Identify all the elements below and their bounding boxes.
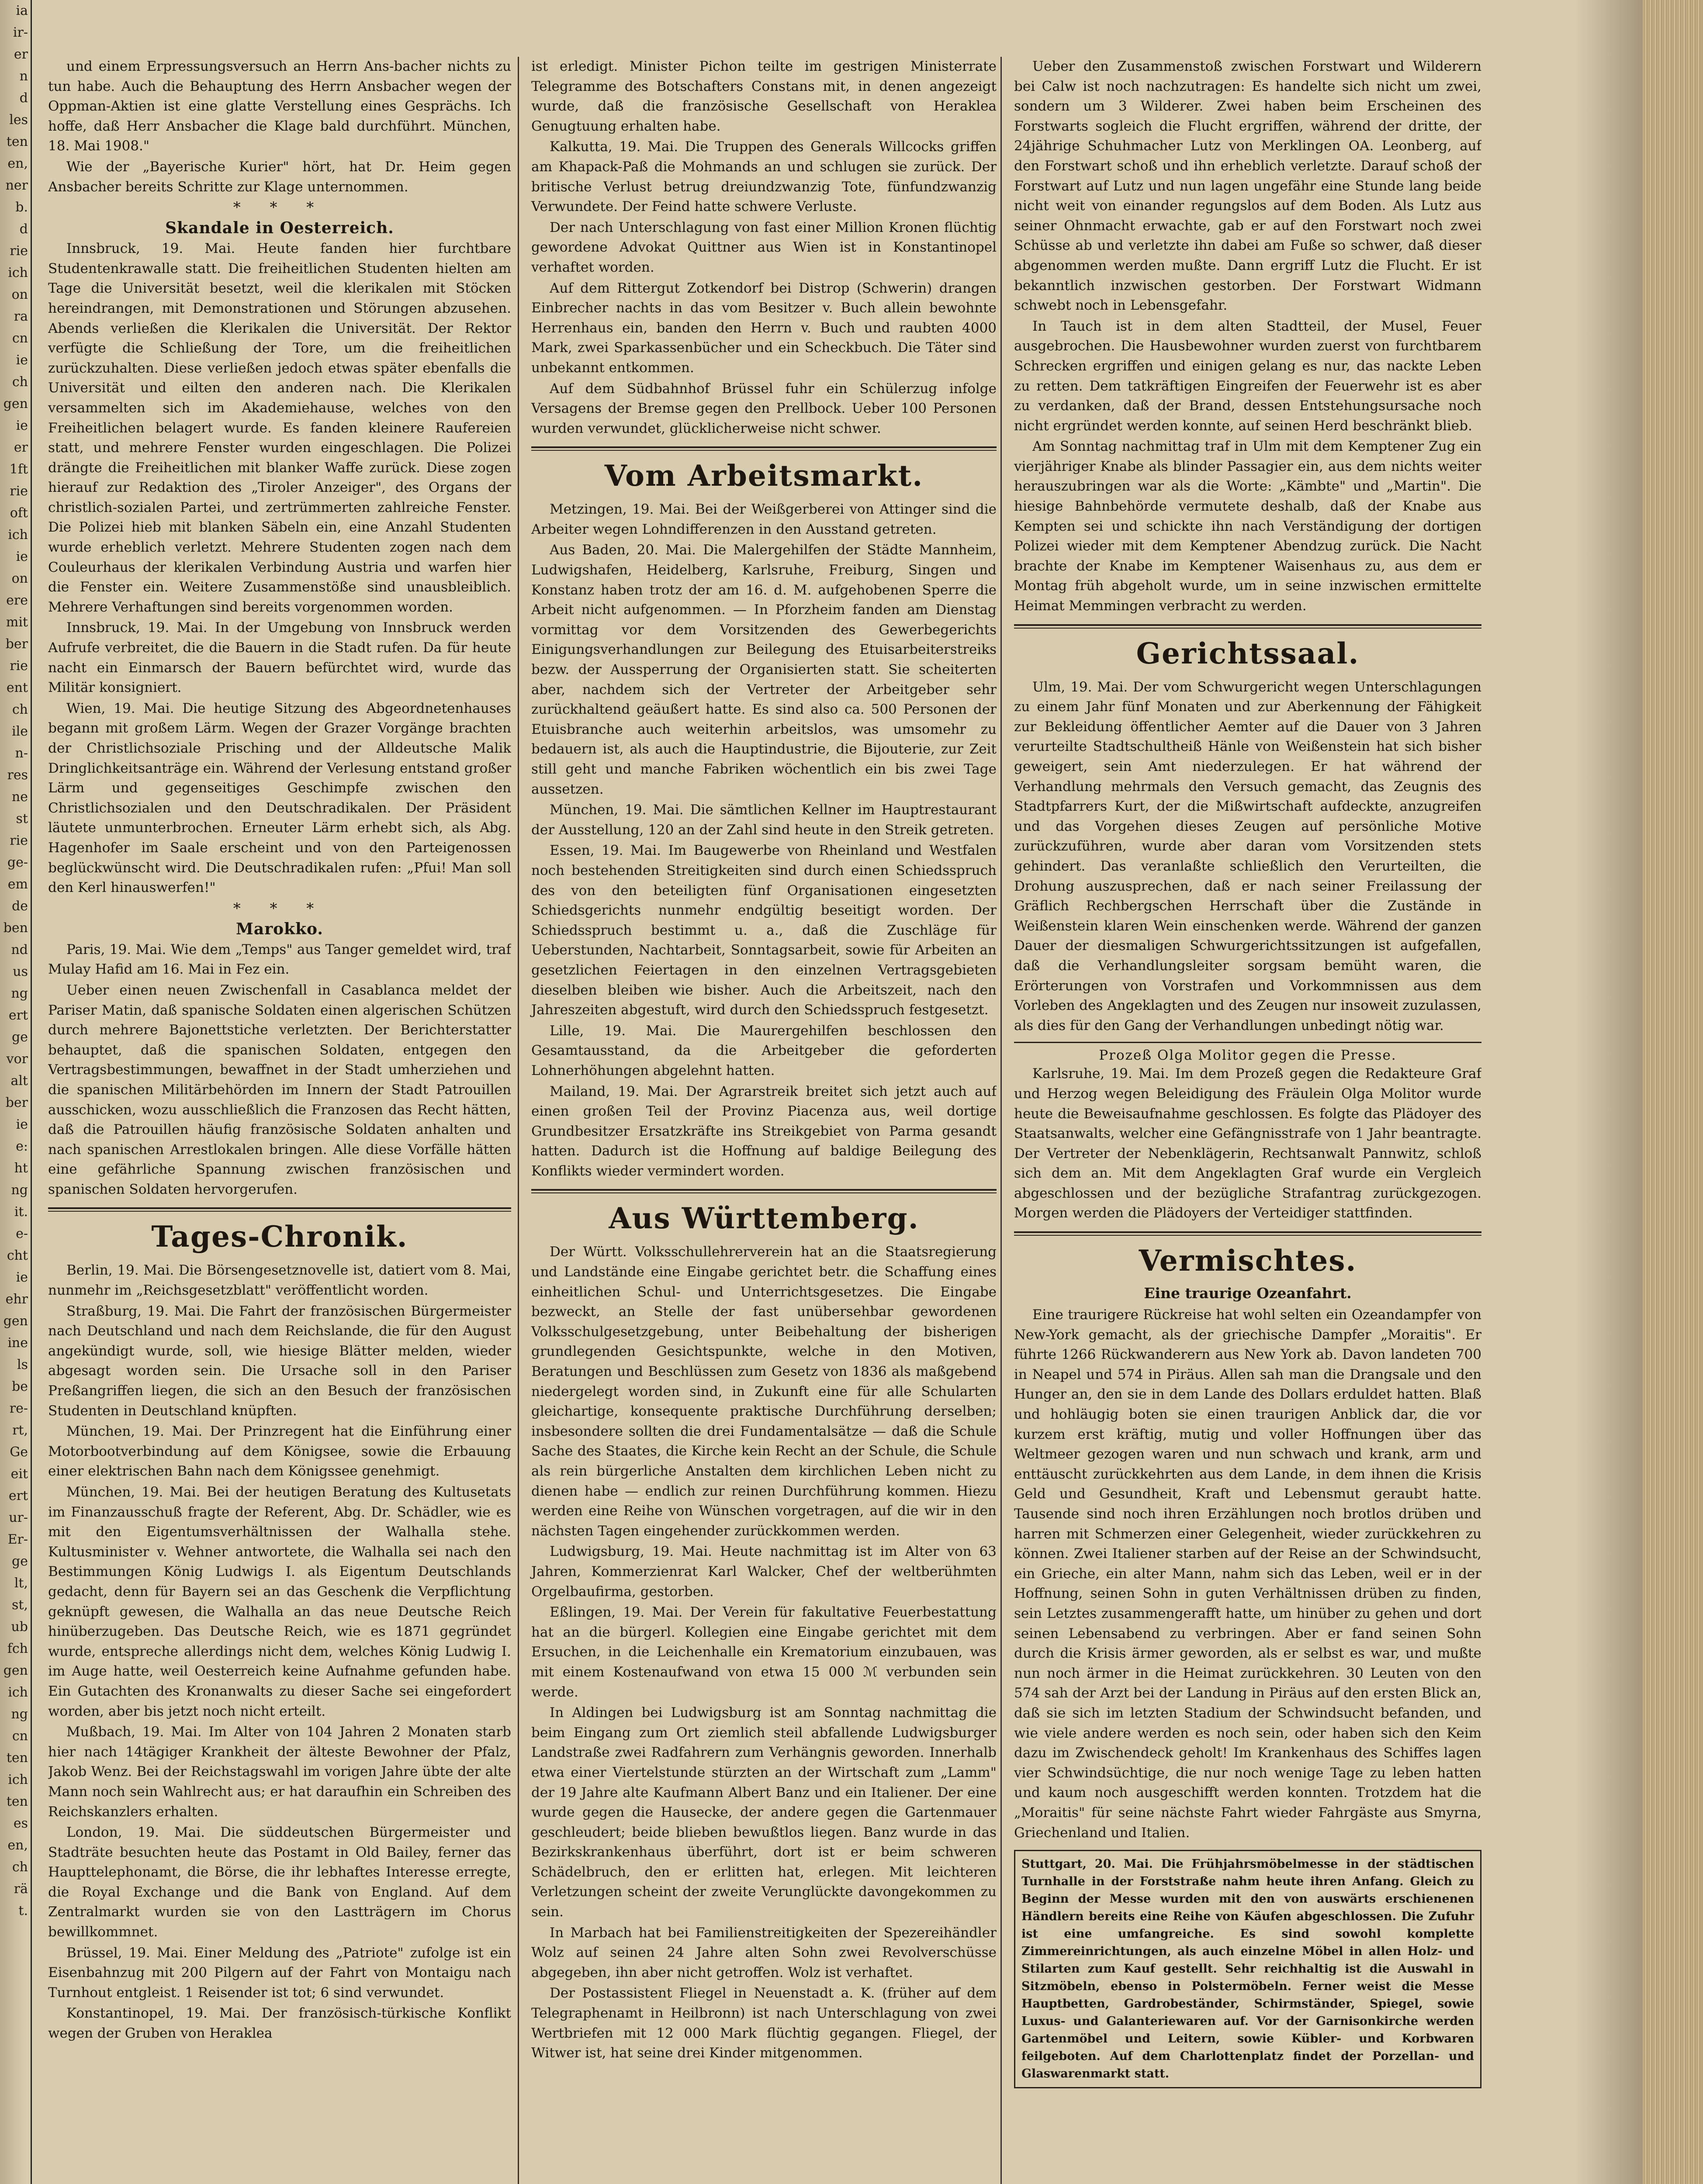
column-1 xyxy=(48,57,511,2184)
previous-column-fragment: re- xyxy=(9,1401,28,1416)
previous-column-fragment: ge xyxy=(12,1554,28,1569)
heading-marokko: Marokko. xyxy=(236,919,323,938)
previous-column-fragment: ch xyxy=(12,374,28,390)
previous-column-fragment: rie xyxy=(10,243,28,259)
paragraph: Mailand, 19. Mai. Der Agrarstreik breitet sich jetzt auch auf einen großen Teil der Provinz Piacenza aus, weil dortige Grundbesitzer Ersatzkräfte ins Streikgebiet von Parma gesandt hatten. Dadurch ist die Hoffnung auf baldige Beilegung des Konflikts wieder vermindert worden. xyxy=(531,1083,997,1179)
section-title-arbeitsmarkt: Vom Arbeitsmarkt. xyxy=(604,459,924,493)
notice-box-moebelmesse: Stuttgart, 20. Mai. Die Frühjahrsmöbelmesse in der städtischen Turnhalle in der Forststraße nahm heute ihren Anfang. Gleich zu Beginn der Messe wurden mit den von auswärts erschienenen Händlern bereits eine Reihe von Käufen abgeschlossen. Die Zufuhr ist eine umfangreiche. Es sind sowohl komplette Zimmereinrichtungen, als auch einzelne Möbel in allen Holz- und Stilarten zum Kauf gestellt. Sehr reichhaltig ist die Auswahl in Sitzmöbeln, ebenso in Polstermöbeln. Ferner weist die Messe Hauptbetten, Gardrobeständer, Schirmständer, Spiegel, sowie Luxus- und Galanteriewaren auf. Vor der Garnisonkirche werden Gartenmöbel und Leitern, sowie Kübler- und Korbwaren feilgeboten. Auf dem Charlottenplatz findet der Porzellan- und Glaswarenmarkt statt. xyxy=(1014,1850,1481,2088)
previous-column-fragment: ehr xyxy=(5,1292,28,1307)
previous-column-fragment: gen xyxy=(3,1313,28,1329)
previous-column-fragment: rie xyxy=(10,484,28,499)
previous-column-fragment: ich xyxy=(8,1685,28,1700)
previous-column-fragment: nd xyxy=(11,942,28,957)
previous-column-fragment: ne xyxy=(11,789,28,805)
previous-column-fragment: 1ft xyxy=(9,462,28,477)
previous-column-fragment: n- xyxy=(15,746,28,761)
previous-column-fragment: ir- xyxy=(13,25,28,40)
book-page-edges xyxy=(1643,0,1703,2184)
previous-column-fragment: d xyxy=(19,221,28,237)
section-rule xyxy=(531,446,997,451)
previous-column-fragment: ner xyxy=(5,178,28,193)
previous-column-fragment: ng xyxy=(11,1182,28,1198)
previous-column-fragment: ert xyxy=(8,1008,28,1023)
paragraph: Der Postassistent Fliegel in Neuenstadt a. K. (früher auf dem Telegraphenamt in Heilbronn) ist nach Unterschlagung von zwei Wertbriefen mit 12 000 Mark flüchtig gegangen. Fliegel, der Witwer ist, hat seine drei Kinder mitgenommen. xyxy=(531,1985,997,2061)
previous-column-fragment: er xyxy=(14,440,28,455)
section-title-wuerttemberg: Aus Württemberg. xyxy=(609,1201,919,1236)
previous-column-fragment: n xyxy=(19,69,28,84)
paragraph: Kalkutta, 19. Mai. Die Truppen des Generals Willcocks griffen am Khapack-Paß die Mohmands an und schlugen sie zurück. Der britische Verlust betrug dreiundzwanzig Tote, fünfundzwanzig Verwundete. Der Feind hatte schwere Verluste. xyxy=(531,139,997,215)
paragraph: Straßburg, 19. Mai. Die Fahrt der französischen Bürgermeister nach Deutschland und nach dem Reichslande, die für den August angekündigt wurde, soll, wie hiesige Blätter melden, wieder abgesagt worden sein. Die Ursache soll in den Pariser Preßangriffen liegen, die sich an den Besuch der französischen Studenten in Deutschland knüpften. xyxy=(48,1303,511,1419)
paragraph: Innsbruck, 19. Mai. Heute fanden hier furchtbare Studentenkrawalle statt. Die freiheitlichen Studenten hielten am Tage die Universität besetzt, weil die klerikalen mit Stöcken hereindrangen, mit Demonstrationen und Störungen abzusehen. Abends verließen die Klerikalen die Universität. Der Rektor verfügte die Schließung der Tore, um die freiheitlichen zurückzuhalten. Diese verließen jedoch etwas später ebenfalls die Universität und eilten den anderen nach. Die Klerikalen versammelten sich im Akademiehause, welches von den Freiheitlichen belagert wurde. Es fanden kleinere Raufereien statt, und mehrere Fenster wurden eingeschlagen. Die Polizei drängte die Freiheitlichen mit blanker Waffe zurück. Diese zogen hierauf zur Redaktion des „Tiroler Anzeiger", des Organs der christlich-sozialen Partei, und zertrümmerten zahlreiche Fenster. Die Polizei hieb mit blanken Säbeln ein, eine Anzahl Studenten wurde erheblich verletzt. Mehrere Studenten zogen nach dem Couleurhaus der klerikalen Verbindung Austria und warfen hier die Fenster ein. Weitere Zusammenstöße sind unausbleiblich. Mehrere Verhaftungen sind bereits vorgenommen worden. xyxy=(48,241,511,615)
previous-column-fragment: Er- xyxy=(7,1532,28,1547)
paragraph: Essen, 19. Mai. Im Baugewerbe von Rheinland und Westfalen noch bestehenden Streitigkeiten sind durch einen Schiedsspruch des von den beteiligten fünf Organisationen eingesetzten Schiedsgerichts nunmehr endgültig beseitigt worden. Der Schiedsspruch bestimmt u. a., daß die Zuschläge für Ueberstunden, Nachtarbeit, Sonntagsarbeit, sowie für Arbeiten an gesetzlichen Feiertagen in den einzelnen Vertragsgebieten dieselben bleiben wie bisher. Auch die Arbeitszeit, nach den Jahreszeiten abgestuft, wird durch den Schiedsspruch festgesetzt. xyxy=(531,843,997,1018)
section-rule xyxy=(1014,1231,1481,1236)
paragraph: Berlin, 19. Mai. Die Börsengesetznovelle ist, datiert vom 8. Mai, nunmehr im „Reichsgesetzblatt" veröffentlicht worden. xyxy=(48,1262,511,1299)
paragraph: Ueber einen neuen Zwischenfall in Casablanca meldet der Pariser Matin, daß spanische Soldaten einen algerischen Schützen durch mehrere Bajonettstiche verletzten. Der Berichterstatter behauptet, daß die spanischen Soldaten, entgegen den Vertragsbestimmungen, bewaffnet in der Stadt umherziehen und die spanischen Militärbehörden im Innern der Stadt Patrouillen ausschicken, wozu ausschließlich die Franzosen das Recht hätten, daß die Patrouillen häufig französische Soldaten anhalten und nach spanischen Arrestlokalen bringen. Alle diese Vorfälle hätten eine gefährliche Spannung zwischen französischen und spanischen Soldaten hervorgerufen. xyxy=(48,982,511,1197)
paragraph: Mußbach, 19. Mai. Im Alter von 104 Jahren 2 Monaten starb hier nach 14tägiger Krankheit der älteste Bewohner der Pfalz, Jakob Wenz. Bei der Reichstagswahl im vorigen Jahre übte der alte Mann noch sein Wahlrecht aus; er hat daraufhin ein Schreiben des Reichskanzlers erhalten. xyxy=(48,1724,511,1820)
previous-column-fragment: ht xyxy=(14,1161,28,1176)
previous-column-fragment: ten xyxy=(6,134,28,149)
previous-column-fragment: Ge xyxy=(10,1444,28,1460)
paragraph: In Marbach hat bei Familienstreitigkeiten der Spezereihändler Wolz auf seinen 24 Jahre alten Sohn zwei Revolverschüsse abgegeben, ihn aber nicht getroffen. Wolz ist verhaftet. xyxy=(531,1925,997,1980)
previous-column-fragment: gen xyxy=(3,396,28,411)
paragraph: Am Sonntag nachmittag traf in Ulm mit dem Kemptener Zug ein vierjähriger Knabe als blinder Passagier ein, aus dem nichts weiter herauszubringen war als die Worte: „Kämbte" und „Martin". Die hiesige Bahnbehörde vermutete deshalb, daß der Knabe aus Kempten sei und schickte ihn nach Verständigung der dortigen Polizei wieder mit dem Kemptener Abendzug zurück. Die Nacht brachte der Knabe im Kemptener Waisenhaus zu, aus dem er Montag früh abgeholt wurde, um in seine inzwischen ermittelte Heimat Memmingen verbracht zu werden. xyxy=(1014,439,1481,614)
previous-column-fragment: ten xyxy=(6,1750,28,1766)
previous-column-fragment: er xyxy=(14,47,28,62)
paragraph: München, 19. Mai. Die sämtlichen Kellner im Hauptrestaurant der Ausstellung, 120 an der Zahl sind heute in den Streik getreten. xyxy=(531,802,997,838)
previous-column-fragment: ie xyxy=(16,1117,28,1132)
previous-column-fragment: ra xyxy=(14,309,28,324)
previous-column-fragment: em xyxy=(7,877,28,892)
paragraph: München, 19. Mai. Der Prinzregent hat die Einführung einer Motorbootverbindung auf dem Königsee, sowie die Erbauung einer elektrischen Bahn nach dem Königssee genehmigt. xyxy=(48,1424,511,1479)
previous-column-fragment: ten xyxy=(6,1794,28,1809)
previous-column-fragment: vor xyxy=(6,1051,28,1067)
paragraph: In Aldingen bei Ludwigsburg ist am Sonntag nachmittag die beim Eingang zum Ort ziemlich steil abfallende Ludwigsburger Landstraße zwei Radfahrern zum Verhängnis geworden. Innerhalb etwa einer Viertelstunde stürzten an der Wirtschaft zum „Lamm" der 19 Jahre alte Kaufmann Albert Banz und ein Italiener. Der eine wurde gegen die Hausecke, der andere gegen die Gartenmauer geschleudert; beide blieben bewußtlos liegen. Banz wurde in das Bezirkskrankenhaus überführt, dort ist er beim schweren Schädelbruch, den er erlitten hat, erlegen. Mit leichteren Verletzungen scheint der zweite Verunglückte davongekommen zu sein. xyxy=(531,1705,997,1920)
previous-page-column xyxy=(0,0,32,2184)
previous-column-fragment: de xyxy=(12,898,28,914)
column-3 xyxy=(1000,57,1481,2184)
paragraph: Ueber den Zusammenstoß zwischen Forstwart und Wilderern bei Calw ist noch nachzutragen: Es handelte sich nicht um zwei, sondern um 3 Wilderer. Zwei haben beim Erscheinen des Forstwarts sogleich die Flucht ergriffen, während der dritte, der 24jährige Schuhmacher Lutz von Merklingen OA. Leonberg, auf den Forstwart schoß und ihn erheblich verletzte. Darauf schoß der Forstwart auf Lutz und nun lagen ungefähr eine Stunde lang beide nicht weit von einander regungslos auf dem Boden. Als Lutz aus seiner Ohnmacht erwachte, gab er auf den Forstwart noch zwei Schüsse ab und verletzte ihn dabei am Fuße so schwer, daß dieser abgenommen werden mußte. Dann ergriff Lutz die Flucht. Er ist bekanntlich inzwischen gestorben. Der Forstwart Widmann schwebt noch in Lebensgefahr. xyxy=(1014,59,1481,314)
previous-column-fragment: mit xyxy=(6,615,28,630)
previous-column-fragment: t. xyxy=(18,1903,28,1918)
paragraph: Karlsruhe, 19. Mai. Im dem Prozeß gegen die Redakteure Graf und Herzog wegen Beleidigung des Fräulein Olga Molitor wurde heute die Beweisaufnahme geschlossen. Es folgte das Plädoyer des Staatsanwalts, welcher eine Gefängnisstrafe von 1 Jahr beantragte. Der Vertreter der Nebenklägerin, Rechtsanwalt Pannwitz, schloß sich dem an. Mit dem Angeklagten Graf wurde ein Vergleich abgeschlossen und der bezügliche Strafantrag zurückgezogen. Morgen werden die Plädoyers der Verteidiger stattfinden. xyxy=(1014,1066,1481,1221)
previous-column-fragment: b. xyxy=(15,200,28,215)
separator-stars: * * * xyxy=(233,199,326,217)
previous-column-fragment: on xyxy=(11,287,28,302)
previous-column-fragment: ch xyxy=(12,702,28,717)
paragraph: Aus Baden, 20. Mai. Die Malergehilfen der Städte Mannheim, Ludwigshafen, Heidelberg, Karlsruhe, Freiburg, Singen und Konstanz haben trotz der am 16. d. M. aufgehobenen Sperre die Arbeit nicht aufgenommen. — In Pforzheim fanden am Dienstag vormittag vor dem Vorsitzenden des Gewerbegerichts Einigungsverhandlungen zur Beilegung des Etuisarbeiterstreiks bezw. der Aussperrung der Organisierten statt. Sie scheiterten aber, nachdem sich der Vertreter der Arbeitgeber sehr zurückhaltend geäußert hatte. Es sind also ca. 500 Personen der Etuisbranche auch weiterhin arbeitslos, was umsomehr zu bedauern ist, als auch die Hauptindustrie, die Bijouterie, zur Zeit still geht und manche Fabriken wöchentlich ein bis zwei Tage aussetzen. xyxy=(531,542,997,797)
section-rule xyxy=(48,1207,511,1212)
previous-column-fragment: cht xyxy=(7,1248,28,1263)
previous-column-fragment: be xyxy=(12,1379,28,1394)
previous-column-fragment: ng xyxy=(11,986,28,1001)
previous-column-fragment: oft xyxy=(10,505,28,521)
previous-column-fragment: ber xyxy=(5,1095,28,1110)
section-rule xyxy=(531,1189,997,1193)
paragraph: Brüssel, 19. Mai. Einer Meldung des „Patriote" zufolge ist ein Eisenbahnzug mit 200 Pilgern auf der Fahrt von Montaigu nach Turnhout entgleist. 1 Reisender ist tot; 6 sind verwundet. xyxy=(48,1945,511,2001)
paragraph: Auf dem Rittergut Zotkendorf bei Distrop (Schwerin) drangen Einbrecher nachts in das vom Besitzer v. Buch allein bewohnte Herrenhaus ein, banden den Herrn v. Buch und raubten 4000 Mark, zwei Sparkassenbücher und ein Scheckbuch. Die Täter sind unbekannt entkommen. xyxy=(531,280,997,376)
previous-column-fragment: ia xyxy=(16,3,28,18)
previous-column-fragment: les xyxy=(9,112,28,128)
paragraph: In Tauch ist in dem alten Stadtteil, der Musel, Feuer ausgebrochen. Die Hausbewohner wurden zuerst von furchtbarem Schrecken ergriffen und einigen gelang es nur, das nackte Leben zu retten. Dem tatkräftigen Eingreifen der Feuerwehr ist es aber zu verdanken, daß der Brand, dessen Entstehungsursache noch nicht ergründet werden konnte, auf seinen Herd beschränkt blieb. xyxy=(1014,318,1481,434)
previous-column-fragment: ge xyxy=(12,1030,28,1045)
section-title-tages-chronik: Tages-Chronik. xyxy=(151,1220,408,1254)
previous-column-fragment: eit xyxy=(10,1466,28,1482)
paragraph: Eßlingen, 19. Mai. Der Verein für fakultative Feuerbestattung hat an die bürgerl. Kollegien eine Eingabe gerichtet mit dem Ersuchen, in die Leichenhalle ein Krematorium einzubauen, was mit einem Kostenaufwand von etwa 15 000 ℳ verbunden sein werde. xyxy=(531,1604,997,1700)
divider xyxy=(1014,1042,1481,1043)
paragraph: London, 19. Mai. Die süddeutschen Bürgermeister und Stadträte besuchten heute das Postamt in Old Bailey, ferner das Haupttelephonamt, die Börse, die ihr lebhaftes Interesse erregte, die Royal Exchange und die Bank von England. Auf dem Zentralmarkt wurden sie von den Lastträgern im Chorus bewillkommnet. xyxy=(48,1825,511,1940)
previous-column-fragment: ent xyxy=(6,680,28,695)
previous-column-fragment: ng xyxy=(11,1707,28,1722)
paragraph: Lille, 19. Mai. Die Maurergehilfen beschlossen den Gesamtausstand, da die Arbeitgeber die geforderten Lohnerhöhungen abgelehnt hatten. xyxy=(531,1023,997,1078)
paragraph: Konstantinopel, 19. Mai. Der französisch-türkische Konflikt wegen der Gruben von Heraklea xyxy=(48,2005,511,2042)
paragraph: Der nach Unterschlagung von fast einer Million Kronen flüchtig gewordene Advokat Quittner aus Wien ist in Konstantinopel verhaftet worden. xyxy=(531,219,997,275)
previous-column-fragment: gen xyxy=(3,1663,28,1678)
section-title-gerichtssaal: Gerichtssaal. xyxy=(1136,636,1360,670)
paragraph: Eine traurigere Rückreise hat wohl selten ein Ozeandampfer von New-York gemacht, als der griechische Dampfer „Moraitis". Er führte 1266 Rückwanderern aus New York ab. Davon landeten 700 in Neapel und 574 in Piräus. Allen sah man die Drangsale und den Hunger an, den sie in dem Lande des Dollars erduldet hatten. Blaß und hohläugig boten sie einen traurigen Anblick dar, die vor kurzem erst kräftig, mutig und voller Hoffnungen über das Weltmeer gezogen waren und nun schwach und krank, arm und enttäuscht zurückkehrten aus dem Lande, in dem ihnen die Krisis Geld und Gesundheit, Kraft und Lebensmut geraubt hatte. Tausende sind noch ihren Erzählungen noch brotlos drüben und harren mit Schmerzen einer Gelegenheit, wieder zurückkehren zu können. Zwei Italiener starben auf der Reise an der Schwindsucht, ein Grieche, ein alter Mann, nahm sich das Leben, weil er in der Hoffnung, seinen Sohn in guten Verhältnissen drüben zu finden, sein Letztes zusammengerafft hatte, um hinüber zu gehen und dort seinen Lebensabend zu verbringen. Aber er fand seinen Sohn durch die Krisis ärmer geworden, als er selbst es war, und mußte nun noch ärmer in die Heimat zurückkehren. 30 Leuten von den 574 sah der Arzt bei der Landung in Piräus auf den ersten Blick an, daß sie sich im letzten Stadium der Schwindsucht befanden, und wie viele andere werden es noch sein, oder haben sich den Keim dazu im Zwischendeck geholt! Im Krankenhaus des Schiffes lagen vier Schwindsüchtige, die nur noch wenige Tage zu leben hatten und kaum noch ausgeschifft werden konnten. Trotzdem hat die „Moraitis" für seine nächste Fahrt wieder Fahrgäste aus Smyrna, Griechenland und Italien. xyxy=(1014,1307,1481,1841)
column-2 xyxy=(518,57,997,2184)
previous-column-fragment: e- xyxy=(16,1226,28,1241)
previous-column-fragment: rie xyxy=(10,833,28,848)
paragraph: Ludwigsburg, 19. Mai. Heute nachmittag ist im Alter von 63 Jahren, Kommerzienrat Karl Walcker, Chef der weltberühmten Orgelbaufirma, gestorben. xyxy=(531,1544,997,1600)
previous-column-fragment: res xyxy=(7,767,28,783)
previous-column-fragment: cn xyxy=(12,1728,28,1744)
paragraph: München, 19. Mai. Bei der heutigen Beratung des Kultusetats im Finanzausschuß fragte der Referent, Abg. Dr. Schädler, wie es mit den Eigentumsverhältnissen der Walhalla stehe. Kultusminister v. Wehner antwortete, die Walhalla sei nach den Bestimmungen König Ludwigs I. als Eigentum Deutschlands gedacht, denn für Bayern sei an das Geschenk die Verpflichtung geknüpft gewesen, die Walhalla an das neue Deutsche Reich hinüberzugeben. Das Deutsche Reich, wie es 1871 gegründet wurde, entspreche allerdings nicht dem, welches König Ludwig I. im Auge hatte, weil Oesterreich keine Aufnahme gefunden habe. Ein Gutachten des Kronanwalts zu dieser Sache sei eingefordert worden, aber bis jetzt noch nicht erteilt. xyxy=(48,1484,511,1719)
previous-column-fragment: it. xyxy=(14,1204,28,1220)
previous-column-fragment: ch xyxy=(12,1859,28,1875)
previous-column-fragment: lt, xyxy=(14,1576,28,1591)
paragraph: Innsbruck, 19. Mai. In der Umgebung von Innsbruck werden Aufrufe verbreitet, die die Bauern in die Stadt rufen. Da für heute nacht ein Einmarsch der Bauern befürchtet wird, wurde das Militär konsigniert. xyxy=(48,620,511,696)
previous-column-fragment: ere xyxy=(6,593,28,608)
previous-column-fragment: cn xyxy=(12,331,28,346)
previous-column-fragment: en, xyxy=(7,156,28,171)
previous-column-fragment: rie xyxy=(10,658,28,674)
subheading-molitor: Prozeß Olga Molitor gegen die Presse. xyxy=(1099,1047,1397,1064)
subheading-ozeanfahrt: Eine traurige Ozeanfahrt. xyxy=(1144,1285,1352,1302)
previous-column-fragment: on xyxy=(11,571,28,586)
previous-column-fragment: ile xyxy=(12,724,28,739)
previous-column-fragment: ie xyxy=(16,418,28,433)
previous-column-fragment: ert xyxy=(8,1488,28,1503)
previous-column-fragment: fch xyxy=(7,1641,28,1656)
paragraph: Auf dem Südbahnhof Brüssel fuhr ein Schülerzug infolge Versagens der Bremse gegen den Prellbock. Ueber 100 Personen wurden verwundet, glücklicherweise nicht schwer. xyxy=(531,380,997,436)
previous-column-fragment: ls xyxy=(17,1357,28,1372)
previous-column-fragment: ur- xyxy=(9,1510,28,1525)
previous-column-fragment: ie xyxy=(16,352,28,368)
section-title-vermischtes: Vermischtes. xyxy=(1139,1244,1357,1278)
paragraph: Wie der „Bayerische Kurier" hört, hat Dr. Heim gegen Ansbacher bereits Schritte zur Klage unternommen. xyxy=(48,159,511,195)
previous-column-fragment: es xyxy=(13,1816,28,1831)
separator-stars: * * * xyxy=(233,899,326,917)
previous-column-fragment: ich xyxy=(8,527,28,543)
previous-column-fragment: st xyxy=(16,811,28,826)
previous-column-fragment: ich xyxy=(8,1772,28,1787)
paragraph: Der Württ. Volksschullehrerverein hat an die Staatsregierung und Landstände eine Eingabe gerichtet betr. die Schaffung eines einheitlichen Schul- und Unterrichtsgesetzes. Die Eingabe bezweckt, an Stelle der fast unübersehbar gewordenen Volksschulgesetzgebung, unter Beibehaltung der bisherigen grundlegenden Gesichtspunkte, welche in den Motiven, Beratungen und Beschlüssen zum Gesetz von 1836 als maßgebend niedergelegt worden sind, in Zukunft eine für alle Schularten gleichartige, konsequente praktische Durchführung derselben; insbesondere sollten die drei Fundamentalsätze — daß die Schule Sache des Staates, die Kirche kein Recht an der Schule, die Schule als rein bürgerliche Anstalten dem kirchlichen Leben nicht zu dienen habe — endlich zur reinen Durchführung kommen. Hiezu werden eine Reihe von Wünschen vorgetragen, auf die wir in den nächsten Tagen eingehender zurückkommen werden. xyxy=(531,1244,997,1539)
paragraph: Ulm, 19. Mai. Der vom Schwurgericht wegen Unterschlagungen zu einem Jahr fünf Monaten und zur Aberkennung der Fähigkeit zur Bekleidung öffentlicher Aemter auf die Dauer von 3 Jahren verurteilte Stadtschultheiß Hänle von Weißenstein hat sich bisher geweigert, sein Amt niederzulegen. Er hat während der Verhandlung mehrmals den Versuch gemacht, das Zeugnis des Stadtpfarrers Kurt, der die Mißwirtschaft aufdeckte, anzugreifen und das Vorgehen dieses Zeugen auf persönliche Motive zurückzuführen, wurde aber daran vom Vorsitzenden stets gehindert. Das veranlaßte schließlich den Verurteilten, die Drohung auszusprechen, daß er nach seiner Freilassung der Gräflich Rechbergschen Herrschaft über die Zustände in Weißenstein klaren Wein einschenken werde. Während der ganzen Dauer der diesmaligen Schwurgerichtssitzungen ist aufgefallen, daß die Verhandlungsleiter sorgsam bemüht waren, die Erörterungen von Vorstrafen und Vorkommnissen aus dem Vorleben des Angeklagten und des Zeugen nur insoweit zuzulassen, als dies für den Gang der Verhandlungen unbedingt nötig war. xyxy=(1014,679,1481,1033)
heading-skandale: Skandale in Oesterreich. xyxy=(165,219,394,238)
paragraph: und einem Erpressungsversuch an Herrn Ans-bacher nichts zu tun habe. Auch die Behauptung des Herrn Ansbacher wegen der Oppman-Aktien ist eine glatte Verstellung eines Gesprächs. Ich hoffe, daß Herr Ansbacher die Klage bald durchführt. München, 18. Mai 1908." xyxy=(48,59,511,154)
previous-column-fragment: st, xyxy=(12,1597,28,1613)
previous-column-fragment: en, xyxy=(7,1838,28,1853)
previous-column-fragment: ber xyxy=(5,636,28,652)
paragraph: Paris, 19. Mai. Wie dem „Temps" aus Tanger gemeldet wird, traf Mulay Hafid am 16. Mai in Fez ein. xyxy=(48,941,511,978)
previous-column-fragment: ge- xyxy=(7,855,28,870)
previous-column-fragment: ine xyxy=(7,1335,28,1351)
previous-column-fragment: rä xyxy=(14,1881,28,1897)
paragraph: Wien, 19. Mai. Die heutige Sitzung des Abgeordnetenhauses begann mit großem Lärm. Wegen der Grazer Vorgänge brachten der Christlichsoziale Prisching und der Alldeutsche Malik Dringlichkeitsanträge ein. Während der Verlesung entstand großer Lärm und gegenseitiges Geschimpfe zwischen den Christlichsozialen und den Deutschradikalen. Der Präsident läutete unmunterbrochen. Erneuter Lärm erhebt sich, als Abg. Hagenhofer im Saale erscheint und von den Parteigenossen beglückwünscht wird. Die Deutschradikalen rufen: „Pfui! Man soll den Kerl hinauswerfen!" xyxy=(48,700,511,896)
paragraph: ist erledigt. Minister Pichon teilte im gestrigen Ministerrate Telegramme des Botschafters Constans mit, in denen angezeigt wurde, daß die französische Gesellschaft von Heraklea Genugtuung erhalten habe. xyxy=(531,59,997,134)
section-rule xyxy=(1014,624,1481,629)
previous-column-fragment: ie xyxy=(16,1270,28,1285)
previous-column-fragment: rt, xyxy=(12,1423,28,1438)
previous-column-fragment: ben xyxy=(3,920,28,936)
previous-column-fragment: us xyxy=(13,964,28,979)
previous-column-fragment: alt xyxy=(10,1073,28,1089)
previous-column-fragment: ich xyxy=(8,265,28,280)
previous-column-fragment: e: xyxy=(16,1139,28,1154)
previous-column-fragment: ie xyxy=(16,549,28,564)
previous-column-fragment: d xyxy=(19,90,28,106)
paragraph: Metzingen, 19. Mai. Bei der Weißgerberei von Attinger sind die Arbeiter wegen Lohndifferenzen in den Ausstand getreten. xyxy=(531,501,997,537)
previous-column-fragment: ub xyxy=(11,1619,28,1635)
